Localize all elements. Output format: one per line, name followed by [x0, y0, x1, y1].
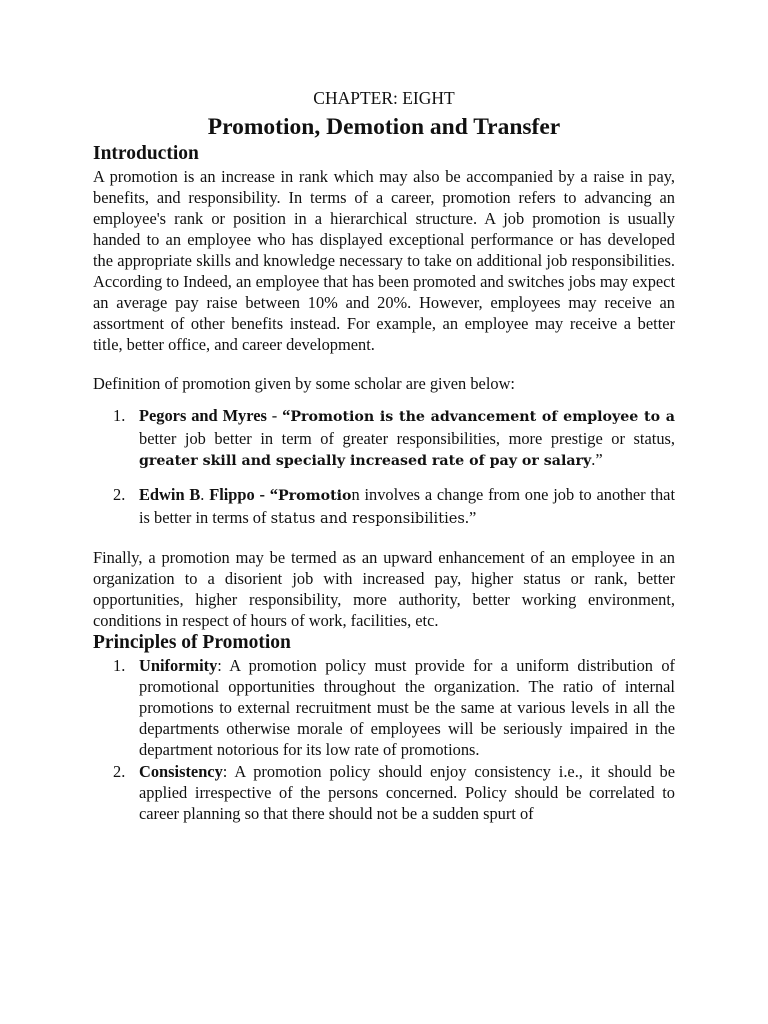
introduction-paragraph: A promotion is an increase in rank which may also be accompanied by a raise in pay, benefits, and responsibility. In terms of a career, promotion refers to advancing an employee's rank or position in a hierarchical structure. A job promotion is usually handed to an employee who has displayed exceptional performance or has developed the appropriate skills and knowledge necessary to take on additional job responsibilities. According to Indeed, an employee that has been promoted and switches jobs may expect an average pay raise between 10% and 20%. However, employees may receive an assortment of other benefits instead. For example, an employee may receive a better title, better office, and career development. — [93, 167, 675, 354]
definition-number: 2. — [113, 485, 126, 504]
definition-author: Edwin B — [139, 485, 201, 504]
definition-quote-text: better job better in term of greater responsibilities, more prestige or status, — [139, 429, 675, 448]
definition-author-dot: . — [200, 485, 210, 504]
definition-quote-bold: greater skill and specially increased rate of pay or salary — [139, 453, 592, 469]
introduction-heading: Introduction — [93, 143, 199, 164]
definition-item — [93, 405, 675, 472]
principle-text: : A promotion policy should enjoy consistency i.e., it should be applied irrespective of the persons concerned. Policy should be correlated to career planning so that there should not be a sudden spurt of — [139, 762, 675, 823]
definition-author: Pegors and Myres — [139, 406, 267, 425]
definition-quote-bold: Promotio — [278, 488, 352, 504]
chapter-title: Promotion, Demotion and Transfer — [207, 114, 561, 140]
chapter-label: CHAPTER: EIGHT — [313, 88, 455, 108]
definitions-list — [93, 405, 675, 529]
definition-author: Flippo - — [209, 485, 265, 504]
definition-item — [93, 484, 675, 529]
principles-list — [93, 655, 675, 824]
definition-quote-text: n involves a change from one job to another that is better in terms of — [139, 485, 676, 527]
principle-text: : A promotion policy must provide for a uniform distribution of promotional opportunities throughout the organization. The ratio of internal promotions to external recruitment must be the same at various levels in all the departments otherwise morale of employees will be seriously impaired in the department notorious for its low rate of promotions. — [139, 656, 675, 759]
definition-separator: - — [266, 406, 283, 425]
definition-quote-close: .” — [464, 508, 477, 527]
principles-heading: Principles of Promotion — [93, 632, 291, 653]
principle-number: 1. — [113, 656, 126, 675]
definition-quote-open: “ — [265, 485, 278, 504]
principle-term: Consistency — [139, 762, 223, 781]
definition-quote-sans: status and responsibilities — [270, 510, 465, 527]
finally-paragraph: Finally, a promotion may be termed as an upward enhancement of an employee in an organization to a disorient job with increased pay, higher status or rank, better opportunities, higher responsibility, more authority, better working environment, conditions in respect of hours of work, facilities, etc. — [93, 548, 675, 630]
principle-term: Uniformity — [139, 656, 218, 675]
definition-quote-close: .” — [591, 450, 603, 469]
definition-number: 1. — [113, 406, 126, 425]
principle-item — [93, 761, 675, 824]
principle-number: 2. — [113, 762, 126, 781]
definition-quote-bold: Promotion is the advancement of employee to a — [290, 409, 675, 425]
definition-quote-open: “ — [282, 406, 291, 425]
definitions-intro: Definition of promotion given by some scholar are given below: — [93, 374, 515, 393]
principle-item — [93, 655, 675, 760]
